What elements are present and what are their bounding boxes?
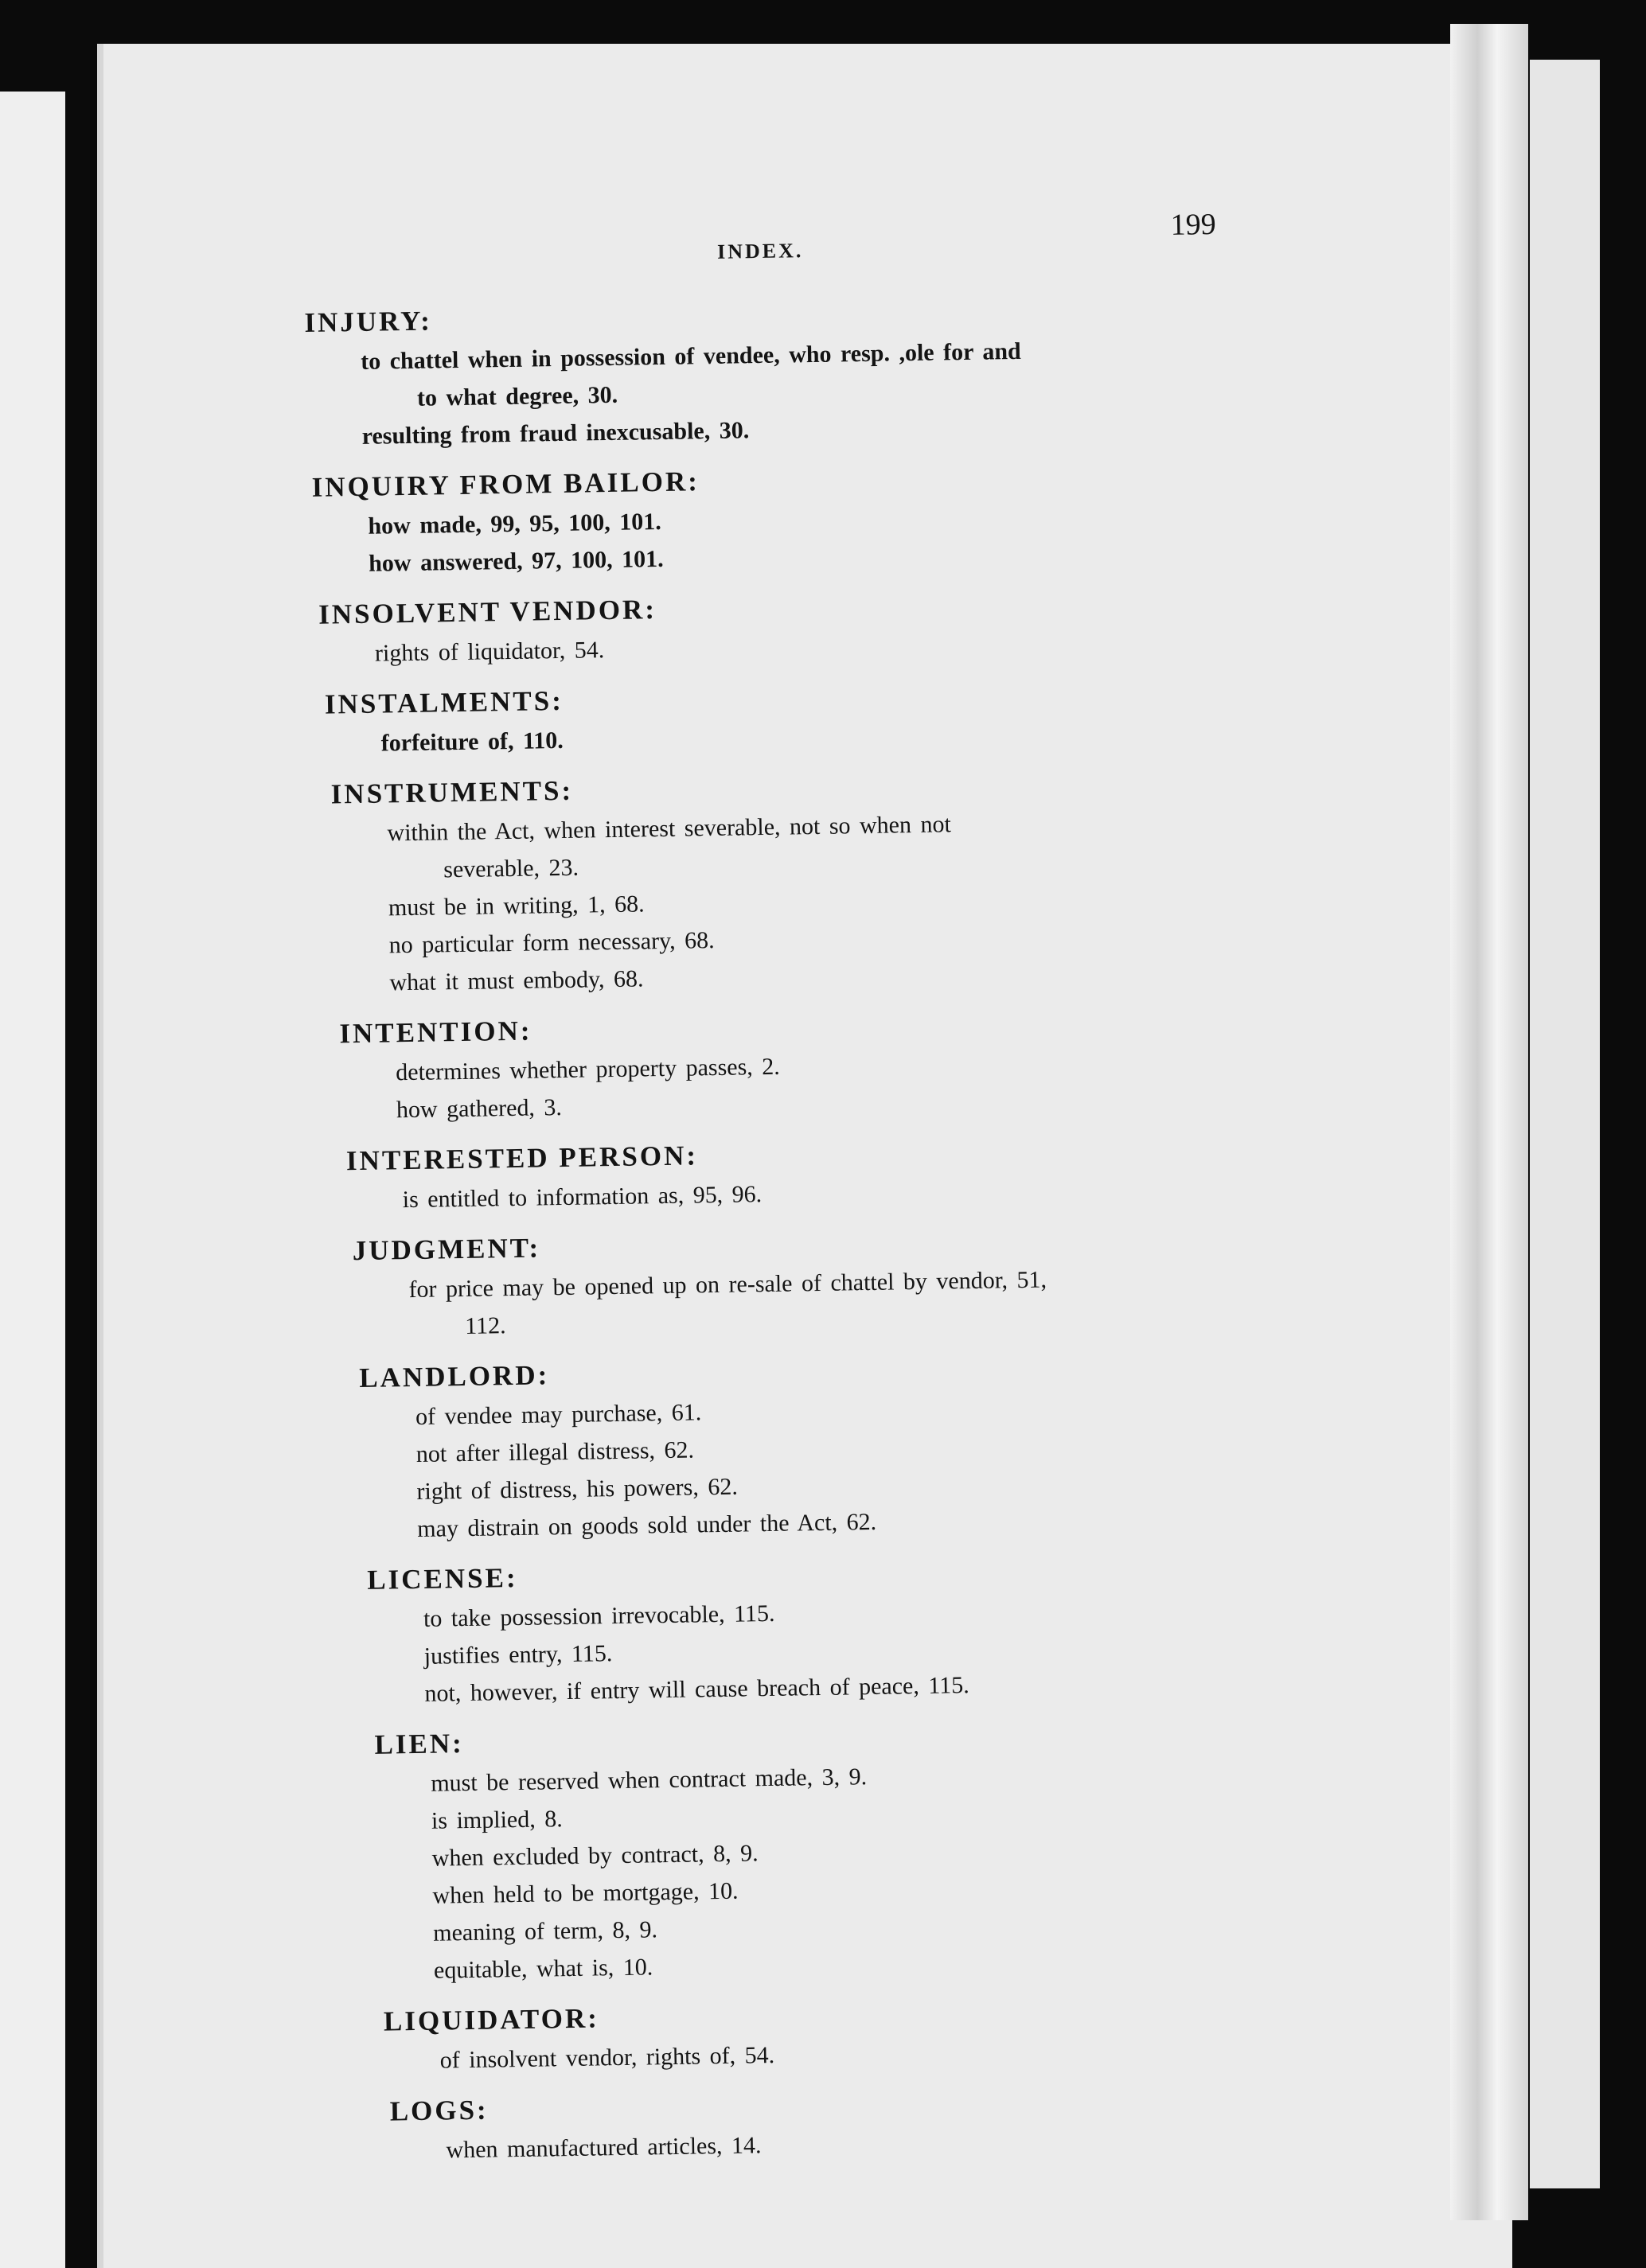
subentry-text: of vendee may purchase, 61. xyxy=(415,1399,702,1430)
page-number: 199 xyxy=(1170,207,1216,242)
subentry-text: forfeiture of, 110. xyxy=(380,727,564,757)
index-heading: LICENSE: xyxy=(366,1561,518,1596)
index-heading: LIEN: xyxy=(374,1728,465,1760)
subentry-text: to chattel when in possession of vendee, who resp. ,ole for and xyxy=(360,337,1021,375)
index-heading: INSTALMENTS: xyxy=(324,684,564,720)
subentry-text: is implied, 8. xyxy=(431,1806,563,1834)
index-entry xyxy=(352,1214,1355,1346)
subentry-text: when held to be mortgage, 10. xyxy=(432,1877,739,1909)
subentry-continuation: to what degree, 30. xyxy=(416,381,618,411)
index-heading: INSTRUMENTS: xyxy=(330,774,574,810)
page-content xyxy=(302,183,1368,2182)
subentry-text: when excluded by contract, 8, 9. xyxy=(431,1840,759,1872)
subentry-text: determines whether property passes, 2. xyxy=(395,1053,780,1086)
index-heading: LIQUIDATOR: xyxy=(383,2002,600,2037)
subentry-text: must be in writing, 1, 68. xyxy=(388,890,645,922)
subentry-text: how made, 99, 95, 100, 101. xyxy=(368,508,662,540)
subentry-text: right of distress, his powers, 62. xyxy=(416,1473,739,1505)
index-heading: INQUIRY FROM BAILOR: xyxy=(311,466,700,503)
index-entry xyxy=(384,1985,1367,2079)
subentry-text: must be reserved when contract made, 3, 9. xyxy=(431,1763,868,1797)
index-entry xyxy=(374,1709,1365,1989)
subentry-text: justifies entry, 115. xyxy=(423,1640,613,1670)
subentry-text: to take possession irrevocable, 115. xyxy=(423,1600,775,1632)
index-heading: INJURY: xyxy=(304,305,433,338)
back-cover-edge xyxy=(1530,60,1600,2188)
index-entry xyxy=(304,286,1341,456)
subentry-text: what it must embody, 68. xyxy=(389,965,644,996)
subentry-text: resulting from fraud inexcusable, 30. xyxy=(361,417,750,450)
index-heading: INSOLVENT VENDOR: xyxy=(318,594,657,630)
index-heading: INTENTION: xyxy=(339,1015,532,1050)
index-entry xyxy=(367,1544,1361,1713)
subentry-text: may distrain on goods sold under the Act, 62. xyxy=(417,1508,877,1542)
index-heading: INTERESTED PERSON: xyxy=(345,1140,699,1177)
index-entry xyxy=(346,1124,1353,1219)
index-entry xyxy=(311,451,1343,583)
index-entry xyxy=(359,1342,1359,1549)
subentry-text: rights of liquidator, 54. xyxy=(374,637,605,667)
subentry-continuation: 112. xyxy=(465,1312,506,1339)
running-head xyxy=(302,183,1339,302)
index-entry xyxy=(325,668,1346,763)
page-stack-edge xyxy=(1450,24,1528,2220)
subentry-text: not after illegal distress, 62. xyxy=(415,1436,695,1467)
subentry-continuation: severable, 23. xyxy=(443,854,579,883)
subentry-text: when manufactured articles, 14. xyxy=(446,2132,762,2164)
subentry-text: no particular form necessary, 68. xyxy=(388,926,715,959)
facing-page-edge xyxy=(0,92,65,2268)
index-entry xyxy=(389,2075,1367,2169)
index-heading: LANDLORD: xyxy=(358,1359,550,1394)
index-entry xyxy=(318,579,1344,673)
index-entries xyxy=(304,286,1368,2171)
index-subentry xyxy=(353,1256,1355,1346)
subentry-text: meaning of term, 8, 9. xyxy=(432,1916,658,1947)
index-entry xyxy=(339,997,1352,1129)
subentry-text: for price may be opened up on re-sale of chattel by vendor, 51, xyxy=(408,1266,1047,1304)
subentry-text: of insolvent vendor, rights of, 54. xyxy=(439,2041,775,2074)
subentry-text: how answered, 97, 100, 101. xyxy=(368,545,664,577)
subentry-text: how gathered, 3. xyxy=(396,1094,563,1124)
subentry-text: equitable, what is, 10. xyxy=(433,1954,653,1984)
subentry-text: within the Act, when interest severable, not so when not xyxy=(387,811,952,847)
subentry-text: not, however, if entry will cause breach of peace, 115. xyxy=(424,1672,969,1707)
index-heading: LOGS: xyxy=(389,2094,489,2127)
running-title: INDEX. xyxy=(716,239,804,263)
book-gutter xyxy=(65,0,96,2268)
index-heading: JUDGMENT: xyxy=(352,1232,541,1267)
index-entry xyxy=(330,758,1349,1002)
subentry-text: is entitled to information as, 95, 96. xyxy=(402,1181,763,1214)
